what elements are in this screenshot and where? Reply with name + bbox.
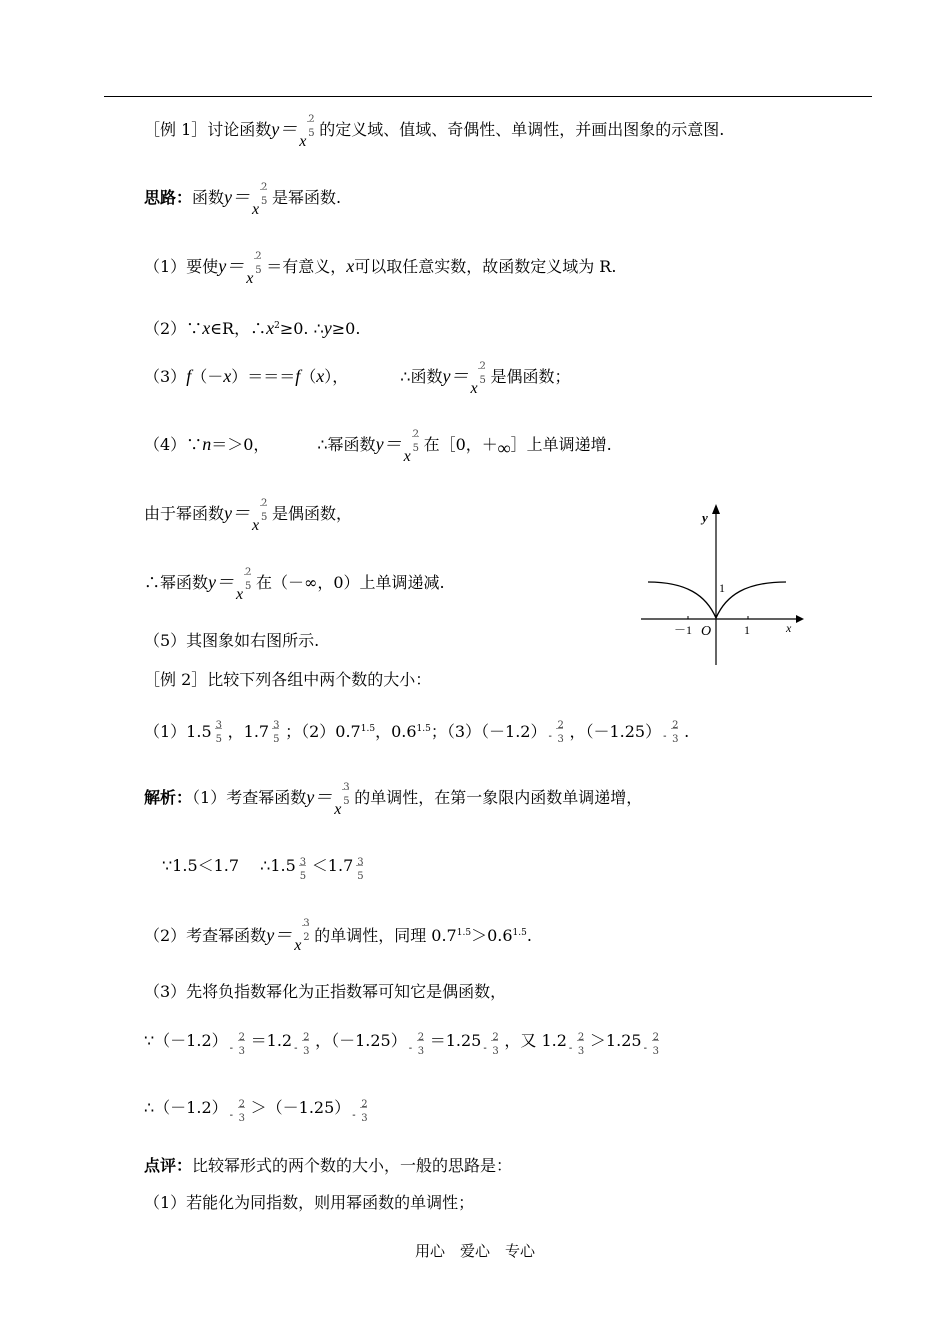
cmp2-y-eq: y＝	[266, 925, 293, 945]
power-x-3-5	[334, 782, 352, 818]
ex2-g: .	[684, 722, 690, 741]
frac-num: 3	[299, 857, 307, 868]
frac-3-5	[213, 718, 227, 745]
frac-num: 2	[557, 720, 564, 731]
step1-x: x	[346, 256, 355, 276]
cmp3-text: （3）先将负指数幂化为正指数幂可知它是偶函数，	[144, 982, 507, 1001]
cmp2-b: 的单调性，同理 0.7	[314, 926, 457, 945]
step3-y-eq: y＝	[442, 366, 469, 386]
frac-den: 5	[215, 734, 223, 745]
exp-den: 5	[412, 443, 419, 454]
exp-num: 2	[261, 498, 268, 509]
cmp3-line	[144, 981, 506, 1003]
curve-right	[716, 582, 786, 618]
step3-f2: f	[295, 366, 301, 386]
frac-den: 3	[492, 1046, 499, 1057]
exp-den: 5	[343, 796, 350, 807]
comment-line	[144, 1155, 512, 1177]
page-footer: 用心 爱心 专心	[414, 1242, 535, 1260]
exp-num: 3	[303, 918, 310, 929]
exp-den: 5	[245, 581, 252, 592]
frac-neg: -	[408, 1043, 413, 1054]
header-rule	[104, 96, 872, 97]
example1-prefix: ［例 1］讨论函数	[144, 120, 272, 139]
analysis-label: 解析：	[144, 788, 193, 807]
exp-den: 5	[308, 128, 315, 139]
step3-line	[144, 361, 571, 397]
frac-num: 2	[417, 1032, 425, 1043]
analysis-y-eq: y＝	[306, 787, 333, 807]
frac-neg-2-3	[229, 1097, 250, 1124]
exp-num: 2	[412, 429, 419, 440]
step3-a: （3）	[144, 367, 187, 386]
frac-den: 3	[577, 1046, 585, 1057]
ex2-b: ，1.7	[227, 722, 270, 741]
ex2-d: ，0.6	[375, 722, 417, 741]
step4-e: ］上单调递增.	[510, 435, 612, 454]
frac-neg: -	[229, 1043, 234, 1054]
frac-neg: -	[568, 1043, 573, 1054]
x-axis-label: x	[786, 621, 792, 635]
step1-a: （1）要使	[144, 257, 219, 276]
step4-n: n	[202, 434, 212, 454]
frac-den: 5	[357, 871, 364, 882]
step2-b: ∈R，∴	[210, 319, 267, 338]
y-axis-arrow	[712, 504, 720, 514]
frac-num: 3	[215, 720, 223, 731]
step2-x: x	[202, 318, 211, 338]
frac-den: 3	[303, 1046, 310, 1057]
step4-a: （4）∵	[144, 435, 203, 454]
even-y-eq: y＝	[224, 503, 251, 523]
cmp1-line	[162, 855, 369, 882]
step3-f1: f	[186, 366, 192, 386]
frac-neg: -	[294, 1043, 298, 1054]
step2-a: （2）∵	[144, 319, 203, 338]
idea-label: 思路：	[144, 188, 193, 207]
exp-den: 5	[261, 196, 268, 207]
example1-line	[144, 114, 725, 150]
frac-den: 5	[299, 871, 307, 882]
frac-neg-2-3	[408, 1030, 429, 1057]
cmp2-b-exp: 1.5	[456, 928, 472, 938]
example1-suffix: 的定义域、值域、奇偶性、单调性，并画出图象的示意图.	[319, 120, 725, 139]
step3-b: （－	[191, 367, 224, 386]
frac-num: 3	[273, 720, 280, 731]
frac-neg-2-3	[663, 718, 683, 745]
example2-items	[144, 718, 689, 743]
frac-neg-2-3	[548, 718, 568, 745]
frac-neg: -	[229, 1110, 234, 1121]
power-base: x	[403, 448, 411, 465]
frac-neg-2-3	[483, 1030, 503, 1057]
frac-neg: -	[548, 731, 552, 742]
step2-line	[144, 315, 360, 340]
frac-neg-2-3	[229, 1030, 250, 1057]
step1-y-eq: y＝	[218, 256, 245, 276]
power-x-2-5	[299, 114, 317, 150]
even-a: 由于幂函数	[144, 504, 225, 523]
step2-sq: 2	[274, 321, 280, 331]
frac-den: 3	[672, 734, 679, 745]
ex2-d-exp: 1.5	[416, 724, 431, 734]
power-x-2-5	[252, 498, 270, 534]
step3-x: x	[223, 366, 232, 386]
step3-g: 是偶函数；	[490, 367, 571, 386]
frac-neg: -	[352, 1110, 356, 1121]
y-axis-label: y	[702, 510, 708, 525]
step4-d: 在［0，＋	[423, 435, 498, 454]
step1-c: 可以取任意实数，故函数定义域为 R.	[354, 257, 617, 276]
power-x-2-5	[252, 182, 270, 218]
frac-3-5	[270, 718, 284, 745]
step2-x2: x	[266, 318, 275, 338]
exp-den: 5	[255, 265, 262, 276]
power-base: x	[470, 380, 478, 397]
cmp2-a: （2）考查幂函数	[144, 926, 267, 945]
idea-text2: 是幂函数.	[272, 188, 342, 207]
step4-y-eq: y＝	[375, 434, 402, 454]
exp-num: 2	[255, 251, 262, 262]
comment1-text: （1）若能化为同指数，则用幂函数的单调性；	[144, 1193, 475, 1212]
frac-num: 2	[303, 1032, 310, 1043]
ex2-f: ，（－1.25）	[569, 722, 662, 741]
cmp4-b: ＝1.2	[250, 1031, 293, 1050]
frac-num: 2	[361, 1099, 368, 1110]
exp-den: 5	[479, 375, 486, 386]
cmp4-e: ，又 1.2	[504, 1031, 567, 1050]
cmp1-b: ＜1.7	[311, 856, 354, 875]
example1-y-eq: y＝	[271, 119, 298, 139]
tick-y1-label: 1	[719, 581, 725, 595]
step4-line	[144, 429, 612, 465]
cmp5-line	[144, 1097, 373, 1124]
step3-e: ），	[324, 367, 349, 386]
frac-den: 3	[417, 1046, 425, 1057]
comment-text: 比较幂形式的两个数的大小，一般的思路是：	[192, 1156, 513, 1175]
frac-3-5	[354, 855, 368, 882]
exp-den: 2	[303, 932, 310, 943]
step1-b: ＝有意义，	[266, 257, 347, 276]
frac-den: 3	[238, 1113, 246, 1124]
frac-den: 3	[557, 734, 564, 745]
cmp4-c: ，（－1.25）	[315, 1031, 407, 1050]
frac-num: 2	[672, 720, 679, 731]
cmp2-c: ＞0.6	[471, 926, 513, 945]
ex2-c: ；（2）0.7	[285, 722, 361, 741]
example2-text: ［例 2］比较下列各组中两个数的大小：	[144, 670, 432, 689]
cmp2-c-exp: 1.5	[512, 928, 527, 938]
cmp4-line	[144, 1030, 665, 1057]
cmp4-f: ＞1.25	[589, 1031, 642, 1050]
ex2-a: （1）1.5	[144, 722, 212, 741]
step5-line	[144, 630, 319, 652]
power-function-graph	[636, 500, 806, 670]
exp-num: 2	[245, 567, 252, 578]
comment-label: 点评：	[144, 1156, 193, 1175]
frac-den: 3	[652, 1046, 659, 1057]
frac-num: 3	[357, 857, 364, 868]
power-x-2-5	[246, 251, 264, 287]
step5-text: （5）其图象如右图所示.	[144, 631, 320, 650]
analysis-b: 的单调性，在第一象限内函数单调递增，	[354, 788, 643, 807]
frac-neg: -	[483, 1043, 487, 1054]
power-x-2-5	[470, 361, 488, 397]
cmp5-b: ＞（－1.25）	[250, 1098, 351, 1117]
frac-neg: -	[643, 1043, 647, 1054]
step4-c: ∴幂函数	[317, 435, 376, 454]
cmp5-a: ∴（－1.2）	[144, 1098, 228, 1117]
power-base: x	[294, 937, 302, 954]
x-axis-arrow	[796, 615, 804, 623]
curve-left	[648, 582, 716, 618]
even-b: 是偶函数，	[272, 504, 353, 523]
analysis-line	[144, 782, 643, 818]
frac-neg-2-3	[568, 1030, 589, 1057]
cmp2-d: .	[526, 926, 532, 945]
frac-num: 2	[238, 1032, 246, 1043]
step2-c: ≥0. ∴	[279, 319, 324, 338]
frac-num: 2	[652, 1032, 659, 1043]
step4-b: ＝＞0，	[211, 435, 270, 454]
exp-den: 5	[261, 512, 268, 523]
exp-num: 3	[343, 782, 350, 793]
frac-neg-2-3	[643, 1030, 664, 1057]
frac-den: 3	[238, 1046, 246, 1057]
origin-label: O	[701, 624, 712, 639]
step3-d: （	[300, 367, 317, 386]
power-base: x	[252, 517, 260, 534]
frac-neg-2-3	[352, 1097, 372, 1124]
frac-3-5	[297, 855, 311, 882]
step3-x2: x	[316, 366, 325, 386]
even-line	[144, 498, 353, 534]
power-base: x	[252, 201, 260, 218]
cmp4-d: ＝1.25	[429, 1031, 482, 1050]
comment1-line	[144, 1192, 474, 1214]
step3-c: ）＝＝＝	[231, 367, 296, 386]
example2-line	[144, 669, 431, 691]
step4-inf: ∞	[497, 438, 511, 458]
step1-line	[144, 251, 617, 287]
dec-a: ∴幂函数	[144, 573, 209, 592]
dec-line	[144, 567, 445, 603]
idea-text1: 函数	[192, 188, 225, 207]
tick-1-label: 1	[744, 623, 750, 637]
step2-d: ≥0.	[331, 319, 361, 338]
power-x-3-2	[294, 918, 312, 954]
frac-num: 2	[492, 1032, 499, 1043]
dec-b: 在（－∞，0）上单调递减.	[256, 573, 445, 592]
frac-den: 3	[361, 1113, 368, 1124]
power-x-2-5	[236, 567, 254, 603]
cmp4-a: ∵（－1.2）	[144, 1031, 228, 1050]
frac-num: 2	[238, 1099, 246, 1110]
idea-line	[144, 182, 342, 218]
power-base: x	[299, 133, 307, 150]
tick-neg1-label: －1	[674, 623, 693, 637]
frac-den: 5	[273, 734, 280, 745]
power-base: x	[334, 801, 342, 818]
exp-num: 2	[479, 361, 486, 372]
cmp2-line	[144, 918, 532, 954]
power-base: x	[246, 270, 254, 287]
frac-num: 2	[577, 1032, 585, 1043]
frac-neg: -	[663, 731, 667, 742]
frac-neg-2-3	[294, 1030, 314, 1057]
cmp1-a: ∵1.5＜1.7 ∴1.5	[162, 856, 296, 875]
exp-num: 2	[261, 182, 268, 193]
power-base: x	[236, 586, 244, 603]
step2-y: y	[323, 318, 332, 338]
exp-num: 2	[308, 114, 315, 125]
analysis-a: （1）考查幂函数	[192, 788, 307, 807]
step3-f: ∴函数	[400, 367, 443, 386]
ex2-e: ；（3）（－1.2）	[430, 722, 547, 741]
idea-y-eq: y＝	[224, 187, 251, 207]
dec-y-eq: y＝	[208, 572, 235, 592]
ex2-c-exp: 1.5	[360, 724, 376, 734]
power-x-2-5	[403, 429, 422, 465]
